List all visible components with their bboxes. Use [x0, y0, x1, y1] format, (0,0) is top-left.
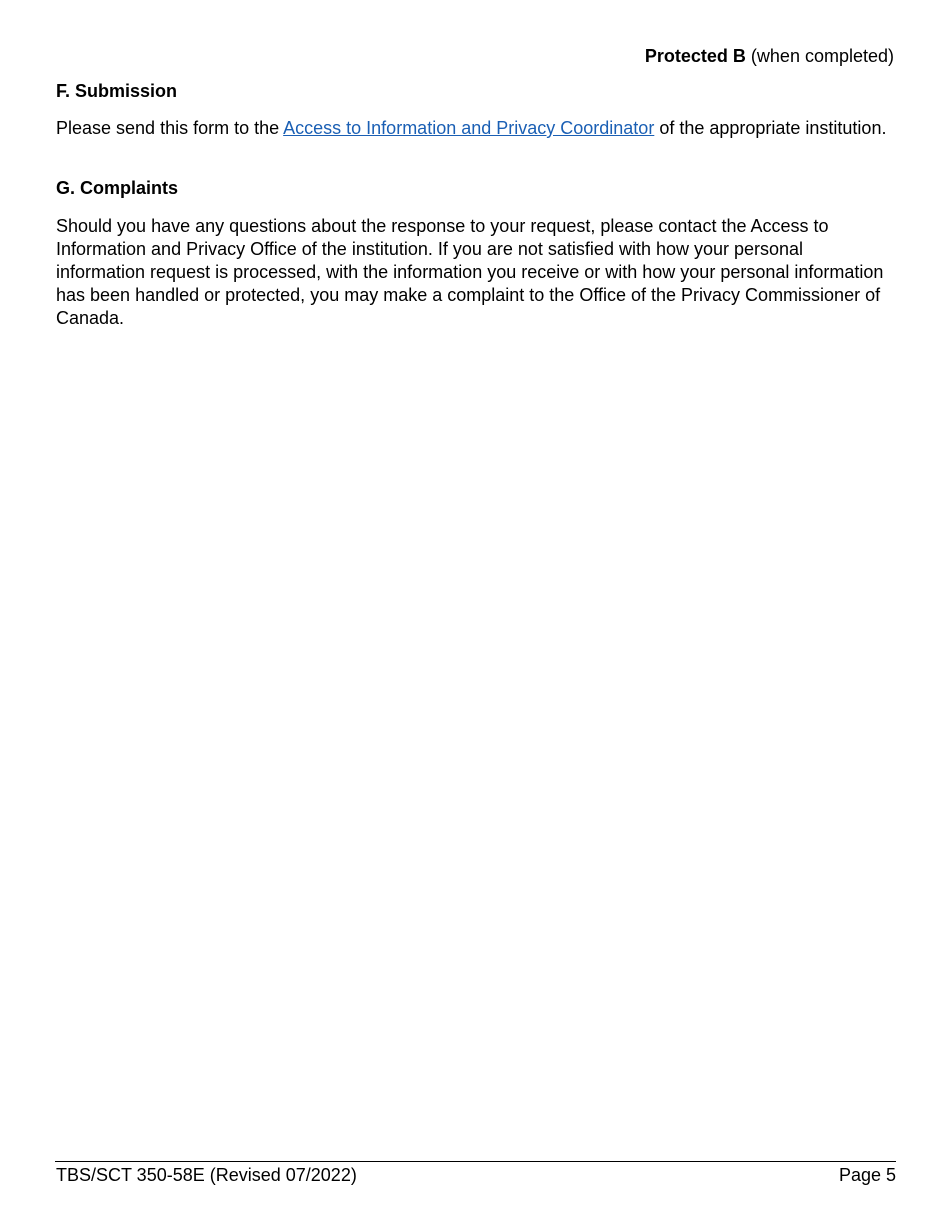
- protected-classification: [645, 45, 894, 67]
- section-heading-submission: F. Submission: [56, 81, 178, 101]
- section-submission: [56, 80, 896, 140]
- submission-text-after: of the appropriate institution.: [654, 118, 887, 138]
- protected-note: (when completed): [745, 46, 894, 66]
- atip-coordinator-link[interactable]: Access to Information and Privacy Coordinator: [283, 118, 655, 138]
- page-footer: [55, 1161, 896, 1186]
- complaints-paragraph: Should you have any questions about the response to your request, please contact the Access to Information and Privacy Office of the institution. If you are not satisfied with how your personal information request is processed, with the information you receive or with how your personal information has been handled or protected, you may make a complaint to the Office of the Privacy Commissioner of Canada.: [56, 216, 884, 328]
- section-complaints: [56, 177, 896, 330]
- submission-text-before: Please send this form to the: [56, 118, 284, 138]
- protected-label: Protected B: [644, 46, 746, 66]
- form-number: TBS/SCT 350-58E (Revised 07/2022): [56, 1165, 357, 1185]
- submission-paragraph: [56, 117, 896, 140]
- section-heading-complaints: G. Complaints: [56, 178, 179, 198]
- page-number: Page 5: [838, 1165, 896, 1185]
